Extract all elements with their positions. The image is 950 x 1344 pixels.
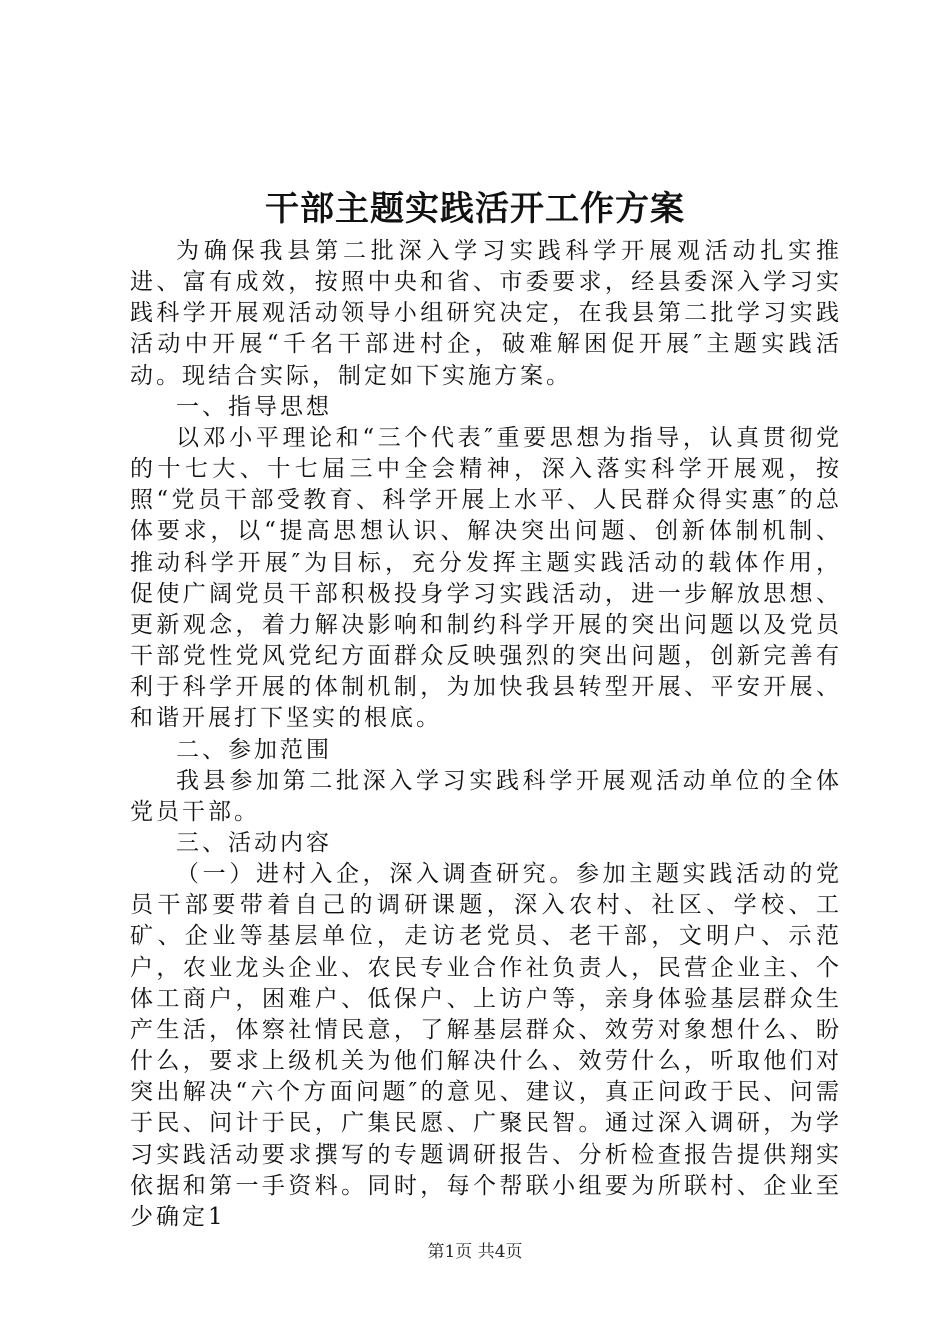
scope-paragraph: 我县参加第二批深入学习实践科学开展观活动单位的全体党员干部。	[130, 767, 842, 825]
page-number-footer: 第1页 共4页	[427, 1242, 523, 1262]
intro-paragraph: 为确保我县第二批深入学习实践科学开展观活动扎实推进、富有成效，按照中央和省、市委要求，经县委深入学习实践科学开展观活动领导小组研究决定，在我县第二批学习实践活动中开展“千名干部进村企，破难解困促开展″主题实践活动。现结合实际，制定如下实施方案。	[130, 238, 842, 389]
document-title: 干部主题实践活开工作方案	[265, 189, 685, 229]
document-body	[130, 236, 842, 1233]
guiding-thought-paragraph: 以邓小平理论和“三个代表″重要思想为指导，认真贯彻党的十七大、十七届三中全会精神，深入落实科学开展观，按照“党员干部受教育、科学开展上水平、人民群众得实惠″的总体要求，以“提高思想认识、解决突出问题、创新体制机制、推动科学开展″为目标，充分发挥主题实践活动的载体作用，促使广阔党员干部积极投身学习实践活动，进一步解放思想、更新观念，着力解决影响和制约科学开展的突出问题以及党员干部党性党风党纪方面群众反映强烈的突出问题，创新完善有利于科学开展的体制机制，为加快我县转型开展、平安开展、和谐开展打下坚实的根底。	[130, 424, 842, 732]
section-heading-guiding-thought: 一、指导思想	[176, 393, 332, 420]
activity-content-paragraph: （一）进村入企，深入调查研究。参加主题实践活动的党员干部要带着自己的调研课题，深入农村、社区、学校、工矿、企业等基层单位，走访老党员、老干部，文明户、示范户，农业龙头企业、农民专业合作社负责人，民营企业主、个体工商户，困难户、低保户、上访户等，亲身体验基层群众生产生活，体察社情民意，了解基层群众、效劳对象想什么、盼什么，要求上级机关为他们解决什么、效劳什么，听取他们对突出解决“六个方面问题″的意见、建议，真正问政于民、问需于民、问计于民，广集民愿、广聚民智。通过深入调研，为学习实践活动要求撰写的专题调研报告、分析检查报告提供翔实依据和第一手资料。同时，每个帮联小组要为所联村、企业至少确定1	[130, 861, 842, 1230]
section-heading-activity-content: 三、活动内容	[176, 829, 332, 856]
section-heading-scope: 二、参加范围	[176, 736, 332, 763]
